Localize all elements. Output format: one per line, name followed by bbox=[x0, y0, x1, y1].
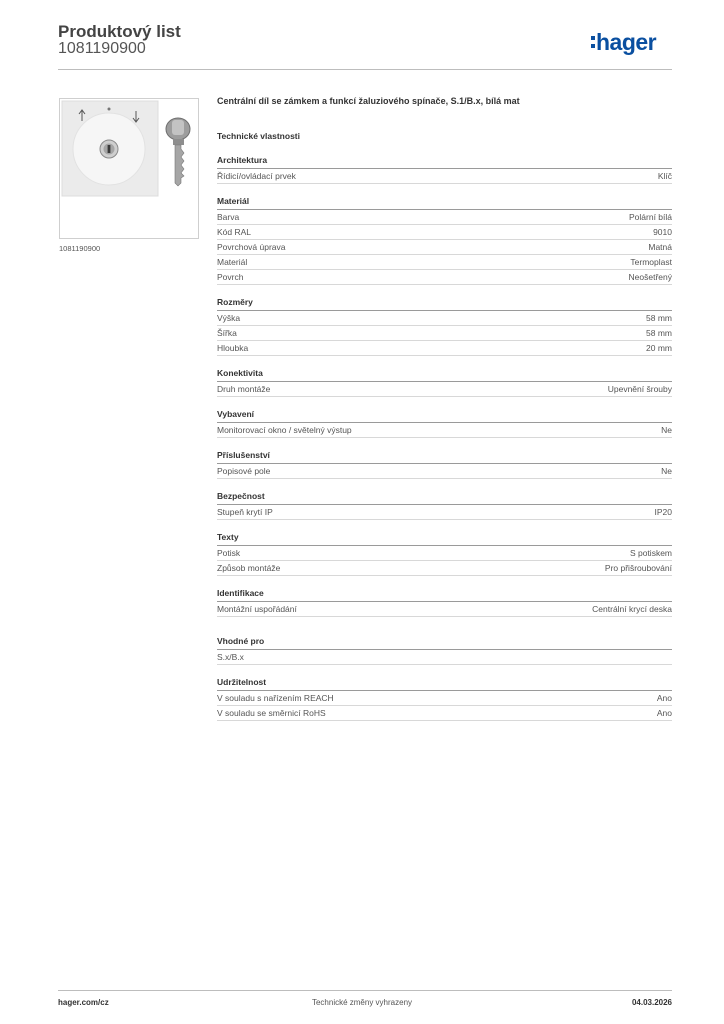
section-heading: Konektivita bbox=[217, 366, 672, 382]
spec-row bbox=[217, 464, 672, 479]
spec-value: 20 mm bbox=[646, 343, 672, 353]
spec-label: Řídicí/ovládací prvek bbox=[217, 171, 296, 181]
spec-section bbox=[217, 407, 672, 438]
spec-row bbox=[217, 326, 672, 341]
section-heading: Vhodné pro bbox=[217, 634, 672, 650]
section-heading: Architektura bbox=[217, 153, 672, 169]
spec-value: S potiskem bbox=[629, 548, 672, 558]
footer-date: 04.03.2026 bbox=[631, 998, 672, 1007]
spec-value: 58 mm bbox=[646, 328, 672, 338]
spec-label: Způsob montáže bbox=[217, 563, 281, 573]
spec-section bbox=[217, 634, 672, 665]
spec-row bbox=[217, 341, 672, 356]
spec-value: IP20 bbox=[654, 507, 672, 517]
spec-value: Pro přišroubování bbox=[604, 563, 672, 573]
spec-value: Upevnění šrouby bbox=[607, 384, 672, 394]
spec-row bbox=[217, 546, 672, 561]
product-name: Centrální díl se zámkem a funkcí žaluziového spínače, S.1/B.x, bílá mat bbox=[217, 96, 520, 106]
spec-label: Šířka bbox=[217, 328, 237, 338]
spec-sections bbox=[217, 153, 672, 721]
spec-row bbox=[217, 169, 672, 184]
spec-row bbox=[217, 382, 672, 397]
spec-label: Druh montáže bbox=[217, 384, 271, 394]
hager-logo bbox=[591, 30, 673, 56]
spec-row bbox=[217, 225, 672, 240]
spec-row bbox=[217, 210, 672, 225]
spec-value: Neošetřený bbox=[628, 272, 672, 282]
spec-section bbox=[217, 194, 672, 285]
footer-disclaimer: Technické změny vyhrazeny bbox=[311, 998, 413, 1007]
spec-value: Ne bbox=[661, 466, 672, 476]
page-title: Produktový list bbox=[58, 22, 181, 41]
logo-word: hager bbox=[596, 29, 657, 55]
spec-label: Popisové pole bbox=[217, 466, 271, 476]
spec-value: 58 mm bbox=[646, 313, 672, 323]
logo-dots-icon bbox=[591, 36, 595, 51]
spec-row bbox=[217, 255, 672, 270]
spec-row bbox=[217, 240, 672, 255]
spec-label: V souladu s nařízením REACH bbox=[217, 693, 334, 703]
spec-value: 9010 bbox=[653, 227, 672, 237]
header-divider bbox=[58, 69, 672, 70]
footer-divider bbox=[58, 990, 672, 991]
product-image bbox=[59, 98, 199, 239]
spec-row bbox=[217, 650, 672, 665]
key-switch-with-key-icon bbox=[60, 99, 198, 238]
section-heading: Rozměry bbox=[217, 295, 672, 311]
footer-website: hager.com/cz bbox=[58, 998, 109, 1007]
spec-value: Ano bbox=[656, 693, 672, 703]
spec-row bbox=[217, 311, 672, 326]
spec-row bbox=[217, 270, 672, 285]
section-heading: Vybavení bbox=[217, 407, 672, 423]
spec-section bbox=[217, 153, 672, 184]
spec-section bbox=[217, 530, 672, 576]
section-heading: Identifikace bbox=[217, 586, 672, 602]
spec-section bbox=[217, 295, 672, 356]
spec-value: Ne bbox=[661, 425, 672, 435]
spec-value: Ano bbox=[656, 708, 672, 718]
spec-value: Matná bbox=[648, 242, 672, 252]
spec-row bbox=[217, 505, 672, 520]
spec-value: Centrální krycí deska bbox=[592, 604, 672, 614]
spec-label: Potisk bbox=[217, 548, 241, 558]
technical-properties-heading: Technické vlastnosti bbox=[217, 131, 300, 141]
spec-label: Barva bbox=[217, 212, 240, 222]
spec-content bbox=[217, 94, 672, 721]
spec-section bbox=[217, 675, 672, 721]
spec-label: Kód RAL bbox=[217, 227, 252, 237]
spec-row bbox=[217, 706, 672, 721]
spec-label: Materiál bbox=[217, 257, 248, 267]
spec-row bbox=[217, 423, 672, 438]
spec-section bbox=[217, 586, 672, 617]
spec-label: Povrch bbox=[217, 272, 244, 282]
spec-label: Monitorovací okno / světelný výstup bbox=[217, 425, 352, 435]
spec-row bbox=[217, 691, 672, 706]
section-heading: Bezpečnost bbox=[217, 489, 672, 505]
section-heading: Materiál bbox=[217, 194, 672, 210]
spec-label: Montážní uspořádání bbox=[217, 604, 297, 614]
spec-value: Klíč bbox=[657, 171, 672, 181]
spec-label: Stupeň krytí IP bbox=[217, 507, 273, 517]
image-caption: 1081190900 bbox=[59, 244, 101, 253]
spec-label: V souladu se směrnicí RoHS bbox=[217, 708, 326, 718]
spec-value: Termoplast bbox=[630, 257, 672, 267]
spec-label: Hloubka bbox=[217, 343, 249, 353]
spec-row bbox=[217, 602, 672, 617]
spec-section bbox=[217, 448, 672, 479]
spec-value: Polární bílá bbox=[629, 212, 672, 222]
section-heading: Udržitelnost bbox=[217, 675, 672, 691]
spec-label: S.x/B.x bbox=[217, 652, 244, 662]
spec-row bbox=[217, 561, 672, 576]
section-heading: Texty bbox=[217, 530, 672, 546]
spec-label: Povrchová úprava bbox=[217, 242, 286, 252]
spec-label: Výška bbox=[217, 313, 241, 323]
spec-section bbox=[217, 366, 672, 397]
spec-section bbox=[217, 489, 672, 520]
section-heading: Příslušenství bbox=[217, 448, 672, 464]
product-code: 1081190900 bbox=[58, 40, 146, 57]
